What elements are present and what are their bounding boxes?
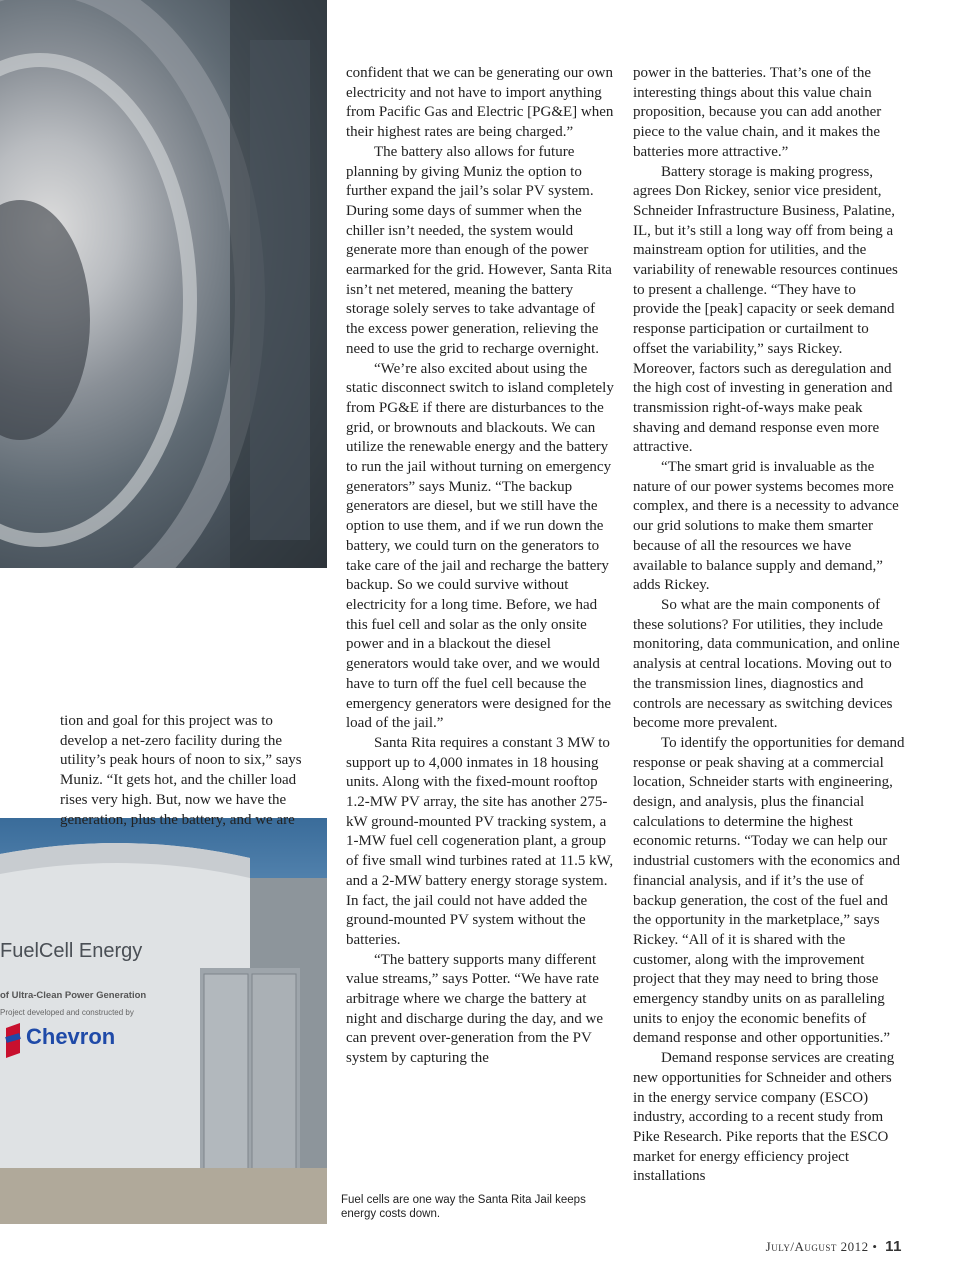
photo-caption: Fuel cells are one way the Santa Rita Jail keeps energy costs down. [341,1194,586,1220]
fuel-cell-line1: of Ultra-Clean Power Generation [0,990,147,1001]
paragraph: Santa Rita requires a constant 3 MW to support up to 4,000 inmates in 18 housing units. Along with the fixed-mount rooftop 1.2-MW PV array, the site has another 275-kW ground-mounted PV tracking system, a 1-MW fuel cell cogeneration plant, a group of five small wind turbines rated at 11.5 kW, and a 2-MW battery energy storage system. In fact, the jail could not have added the ground-mounted PV system without the batteries. [346,734,614,948]
paragraph: “We’re also excited about using the static disconnect switch to island completely from PG&E if there are disturbances to the grid, or brownouts and blackouts. We can utilize the renewable energy and the battery to run the jail without turning on emergency generators” says Muniz. “The backup generators are diesel, but we still have the option to use them, and if we run down the battery, we could turn on the generators to take care of the jail and recharge the battery backup. So we could survive without electricity for a long time. Before, we had this fuel cell and solar as the only onsite power and in a blackout the diesel generators would take over, and we would have to turn off the fuel cell because the emergency generators were designed for the load of the jail.” [346,360,614,732]
paragraph: tion and goal for this project was to develop a net-zero facility during the utility’s peak hours of noon to six,” says Muniz. “It gets hot, and the chiller load rises very high. But, now we have the generation, plus the battery, and we are [60,713,302,828]
paragraph: The battery also allows for future planning by giving Muniz the option to further expand the jail’s solar PV system. During some days of summer when the chiller isn’t needed, the system would generate more than enough of the power earmarked for the grid. However, Santa Rita isn’t net metered, meaning the battery storage solely serves to take advantage of the excess power generation, relieving the need to use the grid to recharge overnight. [346,143,612,357]
article-column-left [60,712,322,830]
paragraph: So what are the main components of these solutions? For utilities, they include monitoring, data communication, and online analysis at central locations. Moving out to the transmission lines, diagnostics and controls are necessary as switching devices become more prevalent. [633,596,900,732]
paragraph: power in the batteries. That’s one of the interesting things about this value chain proposition, because you can add another piece to the value chain, and it makes the batteries more attractive.” [633,65,882,160]
fuel-cell-illustration [0,818,327,1224]
paragraph: To identify the opportunities for demand response or peak shaving at a commercial location, Schneider starts with engineering, design, and analysis, plus the financial calculations to determine the highest economic returns. “Today we can help our industrial customers with the economics and financial analysis, and if it’s the use of backup generation, the cost of the fuel and the opportunity in the marketplace,” says Rickey. “All of it is shared with the customer, along with the improvement project that they may need to bring those emergency standby units on as paralleling units to enjoy the economic benefits of demand response and other opportunities.” [633,734,905,1047]
paragraph: Demand response services are creating new opportunities for Schneider and others in the energy service company (ESCO) industry, according to a recent study from Pike Research. Pike reports that the ESCO market for energy efficiency project installations [633,1050,895,1185]
fuel-cell-photo [0,818,327,1224]
paragraph: “The battery supports many different value streams,” says Potter. “We have rate arbitrage where we charge the battery at night and discharge during the day, and we can prevent over-generation from the PV system by capturing the [346,951,604,1067]
machinery-photo [0,0,327,568]
page-footer [766,1238,902,1255]
paragraph: “The smart grid is invaluable as the nature of our power systems becomes more complex, and there is a necessity to advance our grid solutions to make them smarter because of all the resources we have available to balance supply and demand,” adds Rickey. [633,459,899,594]
article-column-right [633,64,905,1187]
fuel-cell-brand-text: FuelCell Energy [0,940,143,962]
paragraph: Battery storage is making progress, agrees Don Rickey, senior vice president, Schneider Infrastructure Business, Palatine, IL, but it’s still a long way off from being a mainstream option for utilities, and the variability of renewable resources continues to present a challenge. “They have to provide the [peak] capacity or seek demand response participation or curtailment to offset the variability,” says Rickey. Moreover, factors such as deregulation and the high cost of investing in generation and transmission right-of-ways make peak shaving and demand response even more attractive. [633,163,898,456]
page-number: 11 [885,1238,902,1255]
article-column-middle [346,64,616,1069]
fuel-cell-line2: Project developed and constructed by [0,1008,134,1017]
issue-date: July/August 2012 [765,1239,869,1254]
footer-separator: • [872,1239,878,1254]
chevron-logo-text: Chevron [26,1024,116,1049]
machinery-illustration [0,0,327,568]
paragraph: confident that we can be generating our own electricity and not have to import anything from Pacific Gas and Electric [PG&E] when their highest rates are being charged.” [346,65,614,141]
